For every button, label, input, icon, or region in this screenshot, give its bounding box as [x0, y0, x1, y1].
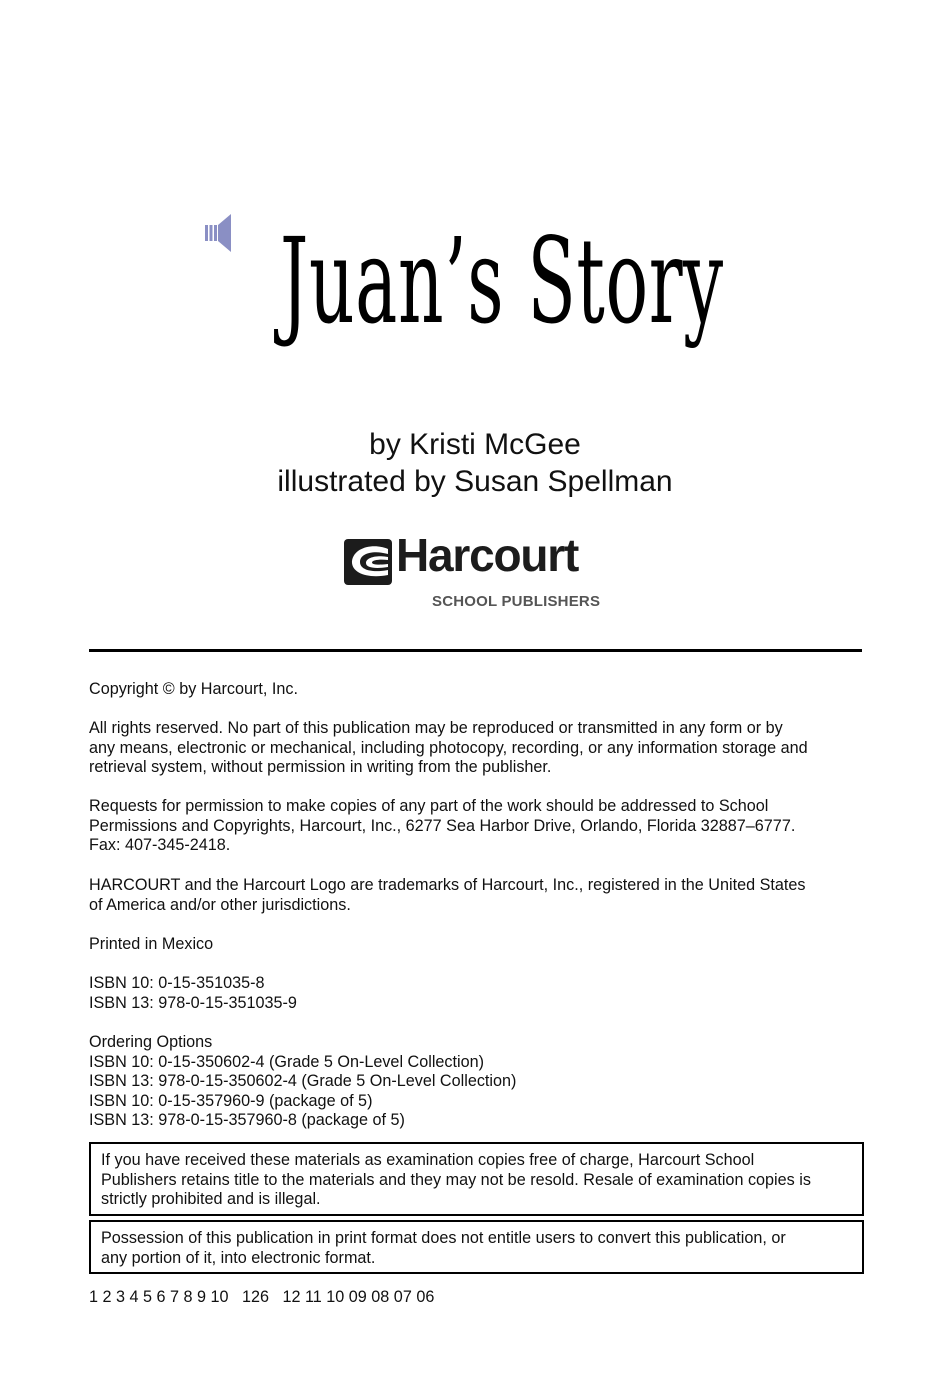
- author-line: by Kristi McGee: [369, 428, 581, 461]
- copyright-notice: Copyright © by Harcourt, Inc.: [89, 680, 298, 698]
- electronic-format-notice: Possession of this publication in print format does not entitle users to convert this publication, or any portion of it, into electronic format.: [89, 1220, 864, 1274]
- printed-in: Printed in Mexico: [89, 935, 214, 953]
- speaker-icon[interactable]: [205, 214, 232, 252]
- isbn-block: ISBN 10: 0-15-351035-8 ISBN 13: 978-0-15-351035-9: [89, 974, 297, 1012]
- illustrator-line: illustrated by Susan Spellman: [277, 465, 673, 498]
- logo-subtitle: SCHOOL PUBLISHERS: [432, 593, 601, 610]
- rights-paragraph: All rights reserved. No part of this publication may be reproduced or transmitted in any form or by any means, electronic or mechanical, including photocopy, recording, or any information storage and retrieval system, without permission in writing from the publisher.: [89, 719, 808, 777]
- trademark-paragraph: HARCOURT and the Harcourt Logo are trademarks of Harcourt, Inc., registered in the United States of America and/or other jurisdictions.: [89, 876, 806, 914]
- book-title: Juan’s Story: [280, 212, 724, 350]
- harcourt-wordmark: Harcourt: [396, 529, 579, 581]
- print-line: 1 2 3 4 5 6 7 8 9 10 126 12 11 10 09 08 07 06: [89, 1288, 435, 1306]
- divider-rule: [89, 649, 862, 652]
- ordering-heading: Ordering Options: [89, 1033, 213, 1051]
- harcourt-logo: [344, 529, 606, 611]
- ordering-options: Ordering Options ISBN 10: 0-15-350602-4 (Grade 5 On-Level Collection) ISBN 13: 978-0-15-350602-4 (Grade 5 On-Level Collection) ISBN 10: 0-15-357960-9 (package of 5) ISBN 13: 978-0-15-357960-8 (package of 5): [89, 1033, 869, 1131]
- examination-copies-notice: If you have received these materials as examination copies free of charge, Harcourt School Publishers retains title to the materials and they may not be resold. Resale of examination copies is strictly prohibited and is illegal.: [89, 1142, 864, 1216]
- permissions-paragraph: Requests for permission to make copies of any part of the work should be addressed to School Permissions and Copyrights, Harcourt, Inc., 6277 Sea Harbor Drive, Orlando, Florida 32887–6777. Fax: 407-345-2418.: [89, 797, 796, 855]
- harcourt-swoosh-icon: [344, 539, 392, 585]
